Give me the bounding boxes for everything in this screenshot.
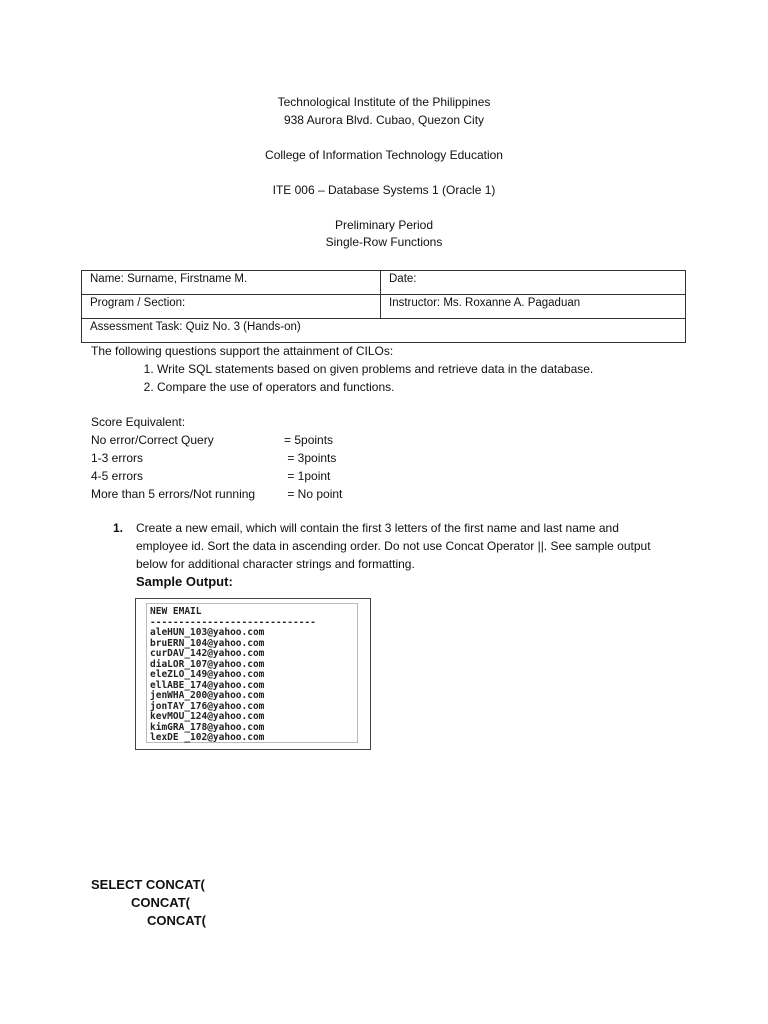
score-value: = 1point [284, 469, 331, 483]
sample-output-grid [146, 603, 358, 743]
output-row: diaLOR_107@yahoo.com [150, 658, 265, 670]
column-header: NEW EMAIL [150, 606, 202, 617]
date-field: Date: [381, 271, 686, 295]
score-row [91, 467, 342, 485]
output-row: aleHUN_103@yahoo.com [150, 627, 265, 638]
score-value: = 3points [284, 451, 337, 465]
question-1 [113, 519, 673, 591]
output-row: lexDE _102@yahoo.com [150, 732, 265, 743]
cilo-intro: The following questions support the attainment of CILOs: [91, 344, 394, 358]
column-divider: ----------------------------- [150, 616, 316, 628]
score-equivalent [91, 413, 342, 503]
output-row: curDAV_142@yahoo.com [150, 648, 265, 659]
program-field: Program / Section: [82, 295, 381, 319]
score-row [91, 449, 342, 467]
sql-line: SELECT CONCAT( [91, 877, 205, 892]
score-row [91, 485, 342, 503]
score-row [91, 431, 342, 449]
output-row: kimGRA_178@yahoo.com [150, 721, 265, 733]
sample-output-screenshot [135, 598, 371, 750]
output-row: kevMOU_124@yahoo.com [150, 711, 265, 722]
output-row: eleZLO_149@yahoo.com [150, 669, 265, 680]
cilo-item: 2. Compare the use of operators and functions. [157, 378, 593, 396]
output-row: jenWHA_200@yahoo.com [150, 690, 265, 701]
assessment-task-field: Assessment Task: Quiz No. 3 (Hands-on) [82, 319, 686, 343]
sql-answer [91, 876, 206, 930]
document-header [0, 94, 768, 252]
score-value: = No point [284, 487, 343, 501]
score-label: More than 5 errors/Not running [91, 487, 256, 501]
sql-line: CONCAT( [147, 913, 206, 928]
name-field: Name: Surname, Firstname M. [82, 271, 381, 295]
student-info-table [81, 270, 686, 343]
course-title: ITE 006 – Database Systems 1 (Oracle 1) [272, 182, 496, 197]
output-row: jonTAY_176@yahoo.com [150, 700, 265, 712]
institution-name: Technological Institute of the Philippines [277, 95, 491, 109]
sql-line: CONCAT( [131, 895, 190, 910]
question-number: 1. [113, 521, 124, 535]
score-label: No error/Correct Query [91, 433, 214, 447]
question-text: Create a new email, which will contain the first 3 letters of the first name and last name and employee id. Sort the data in ascending order. Do not use Concat Operator ||. See sample output below for additional character strings and formatting. [136, 521, 651, 571]
cilo-list [91, 360, 593, 396]
sample-output-label: Sample Output: [136, 574, 233, 589]
cilo-section [91, 342, 593, 396]
college-name: College of Information Technology Education [265, 147, 503, 162]
score-label: 4-5 errors [91, 469, 144, 483]
score-label: 1-3 errors [91, 451, 144, 465]
topic-label: Single-Row Functions [325, 235, 443, 249]
score-title: Score Equivalent: [91, 415, 186, 429]
output-row: ellABE_174@yahoo.com [150, 679, 265, 691]
score-value: = 5points [284, 433, 334, 447]
cilo-item: 1. Write SQL statements based on given problems and retrieve data in the database. [157, 360, 593, 378]
output-row: bruERN_104@yahoo.com [150, 637, 265, 649]
institution-address: 938 Aurora Blvd. Cubao, Quezon City [283, 112, 485, 127]
period-label: Preliminary Period [334, 217, 434, 232]
instructor-field: Instructor: Ms. Roxanne A. Pagaduan [381, 295, 686, 319]
